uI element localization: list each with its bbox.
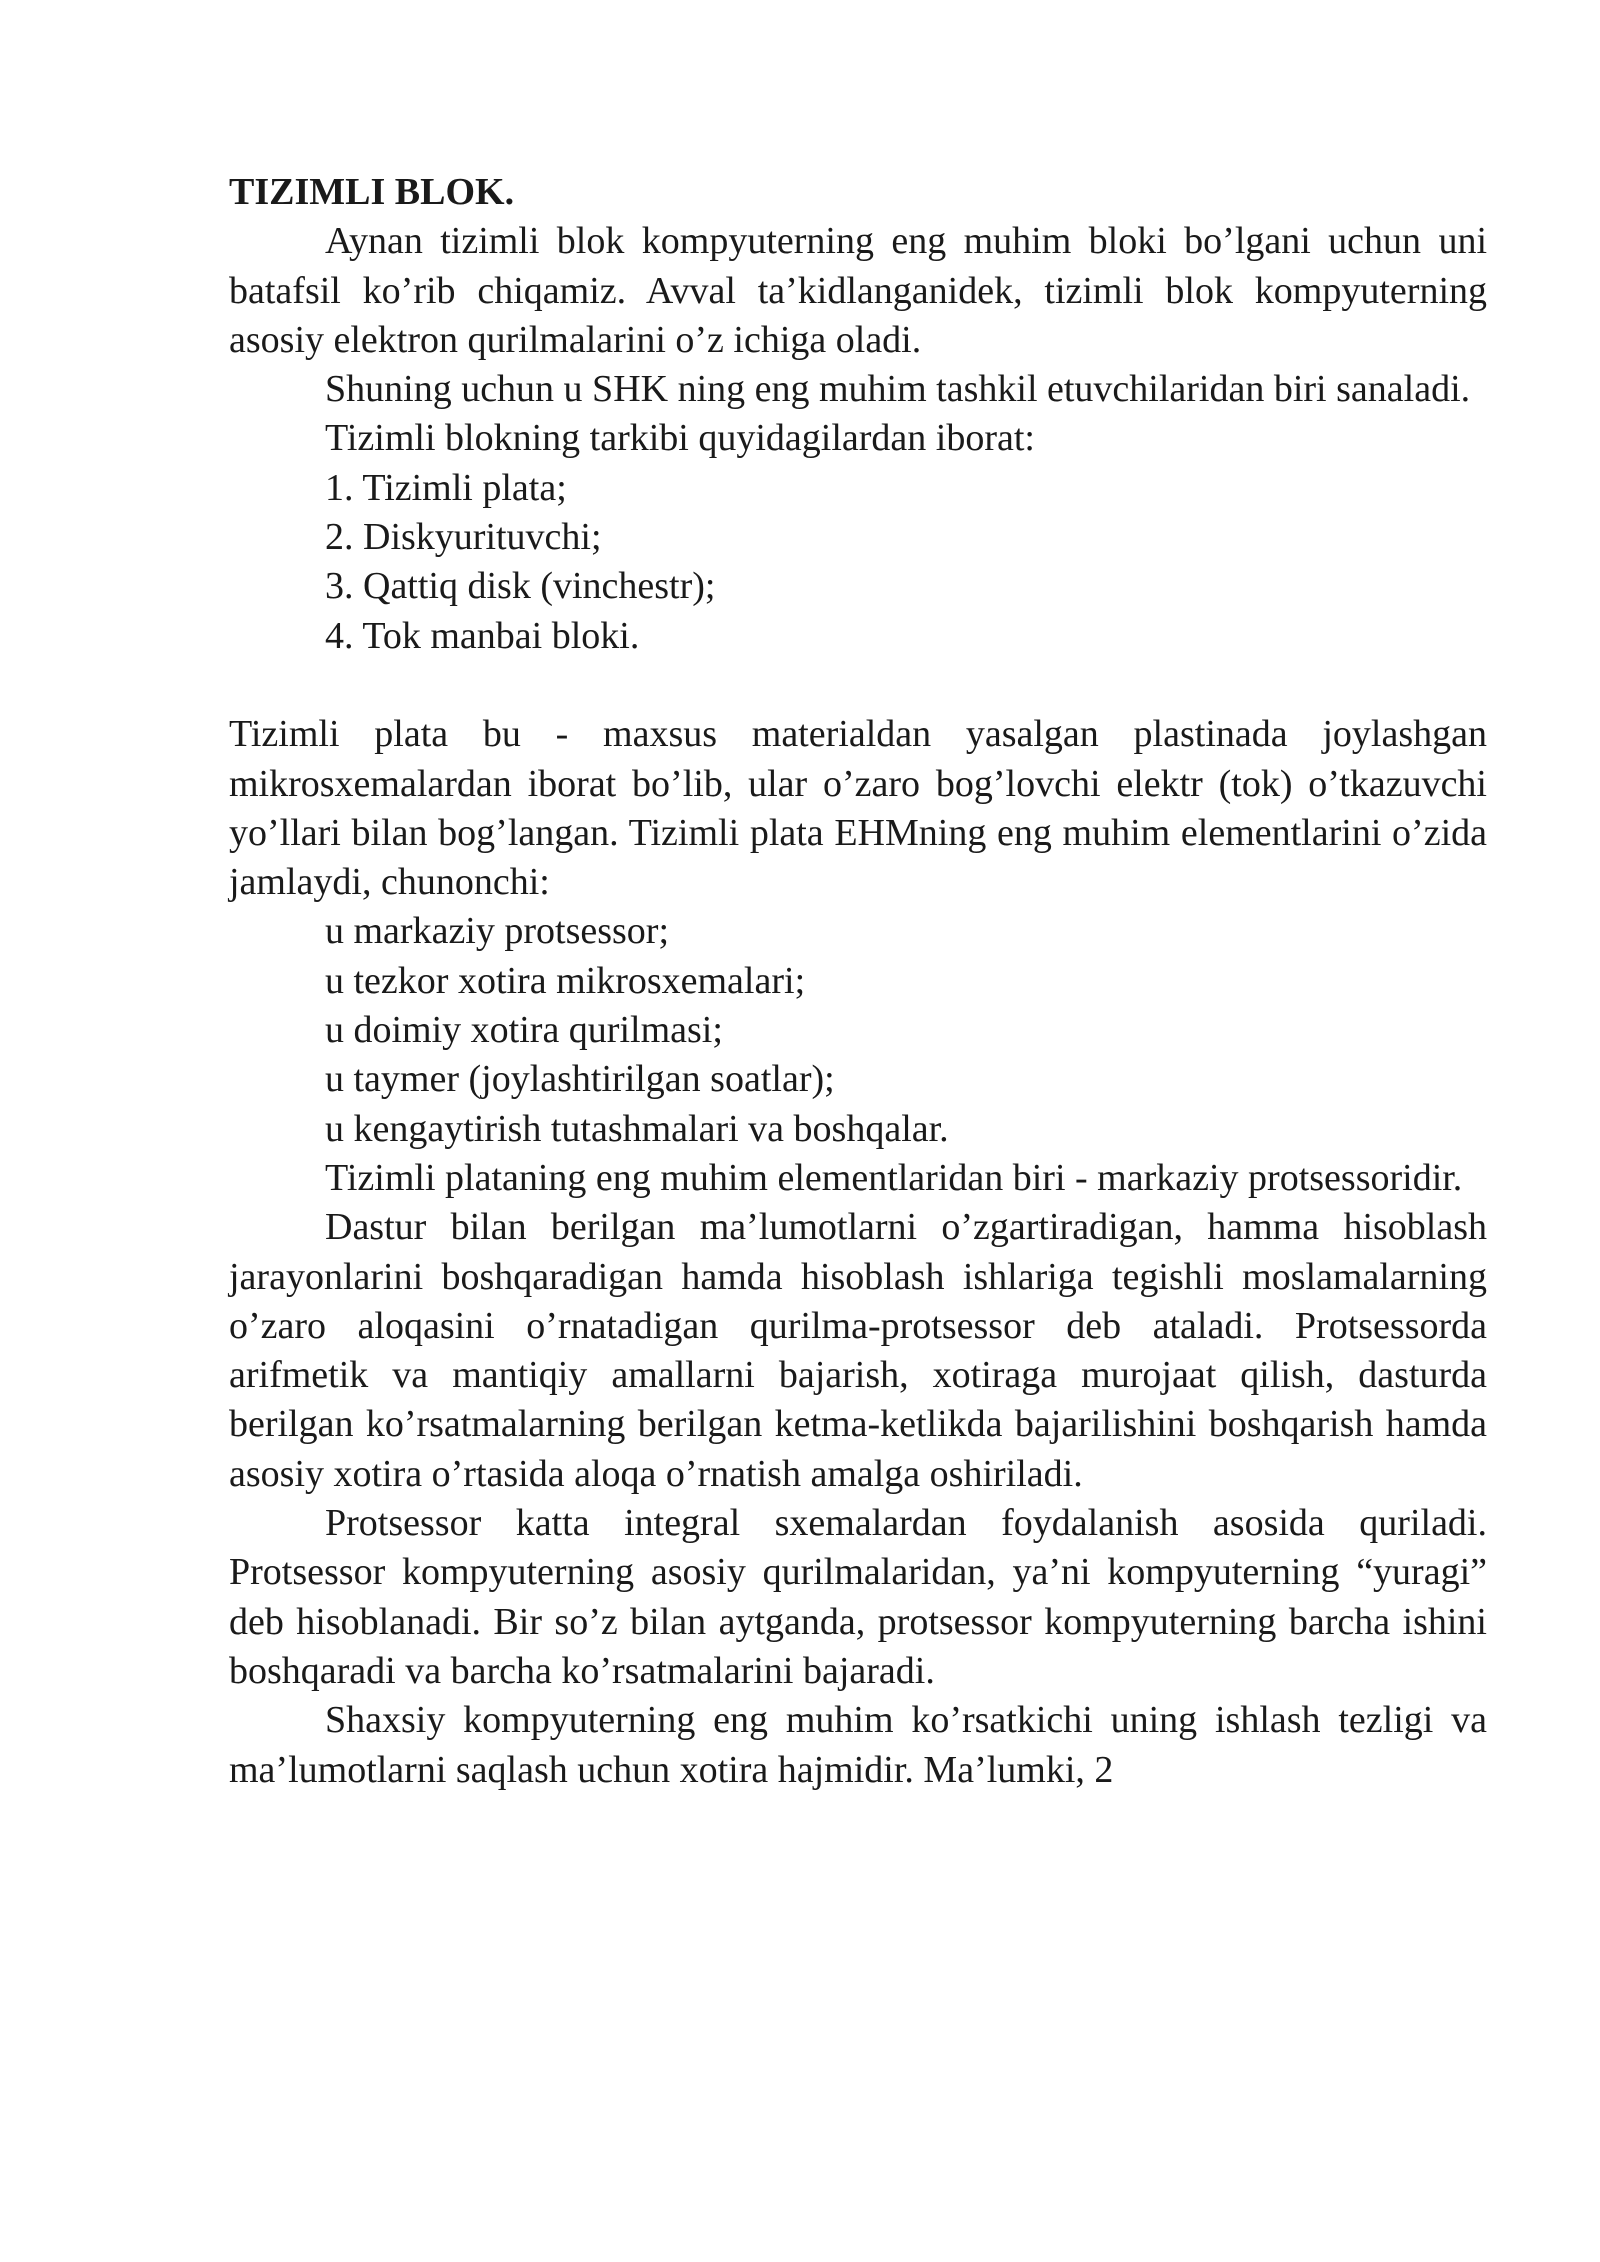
document-body — [229, 168, 1487, 1795]
plata-paragraph: Tizimli plata bu - maxsus materialdan yasalgan plastinada joylashgan mikrosxemalardan iborat bo’lib, ular o’zaro bog’lovchi elektr (tok) o’tkazuvchi yo’llari bilan bog’langan. Tizimli plata EHMning eng muhim elementlarini o’zida jamlaydi, chunonchi: — [229, 713, 1487, 904]
numbered-list-item: 2. Diskyurituvchi; — [325, 516, 602, 559]
bullet-list-item: u doimiy xotira qurilmasi; — [325, 1009, 723, 1052]
list-intro: Tizimli blokning tarkibi quyidagilardan iborat: — [325, 417, 1035, 460]
cpu-heart-paragraph: Protsessor katta integral sxemalardan foydalanish asosida quriladi. Protsessor kompyuterning asosiy qurilmalaridan, ya’ni kompyuterning “yuragi” deb hisoblanadi. Bir so’z bilan aytganda, protsessor kompyuterning barcha ishini boshqaradi va barcha ko’rsatmalarini bajaradi. — [229, 1502, 1487, 1692]
bullet-list-item: u taymer (joylashtirilgan soatlar); — [325, 1058, 835, 1101]
numbered-list-item: 1. Tizimli plata; — [325, 466, 567, 509]
bullet-list — [229, 907, 1487, 1153]
speed-paragraph: Shaxsiy kompyuterning eng muhim ko’rsatkichi uning ishlash tezligi va ma’lumotlarni saqlash uchun xotira hajmidir. Ma’lumki, 2 — [229, 1699, 1487, 1791]
intro-paragraph-1: Aynan tizimli blok kompyuterning eng muhim bloki bo’lgani uchun uni batafsil ko’rib chiqamiz. Avval ta’kidlanganidek, tizimli blok kompyuterning asosiy elektron qurilmalarini o’z ichiga oladi. — [229, 220, 1487, 361]
bullet-list-item: u markaziy protsessor; — [325, 910, 670, 953]
numbered-list-item: 3. Qattiq disk (vinchestr); — [325, 565, 716, 608]
bullet-list-item: u kengaytirish tutashmalari va boshqalar. — [325, 1107, 949, 1150]
blank-line — [229, 661, 1487, 710]
bullet-list-item: u tezkor xotira mikrosxemalari; — [325, 959, 806, 1002]
cpu-main-paragraph: Tizimli plataning eng muhim elementlaridan biri - markaziy protsessoridir. — [325, 1156, 1463, 1199]
numbered-list-item: 4. Tok manbai bloki. — [325, 614, 640, 657]
intro-paragraph-2: Shuning uchun u SHK ning eng muhim tashkil etuvchilaridan biri sanaladi. — [325, 368, 1471, 411]
cpu-definition-paragraph: Dastur bilan berilgan ma’lumotlarni o’zgartiradigan, hamma hisoblash jarayonlarini boshqaradigan hamda hisoblash ishlariga tegishli moslamalarning o’zaro aloqasini o’rnatadigan qurilma-protsessor deb ataladi. Protsessorda arifmetik va mantiqiy amallarni bajarish, xotiraga murojaat qilish, dasturda berilgan ko’rsatmalarning berilgan ketma-ketlikda bajarilishini boshqarish hamda asosiy xotira o’rtasida aloqa o’rnatish amalga oshiriladi. — [229, 1206, 1487, 1495]
numbered-list — [229, 464, 1487, 661]
page-title: TIZIMLI BLOK. — [229, 171, 515, 213]
